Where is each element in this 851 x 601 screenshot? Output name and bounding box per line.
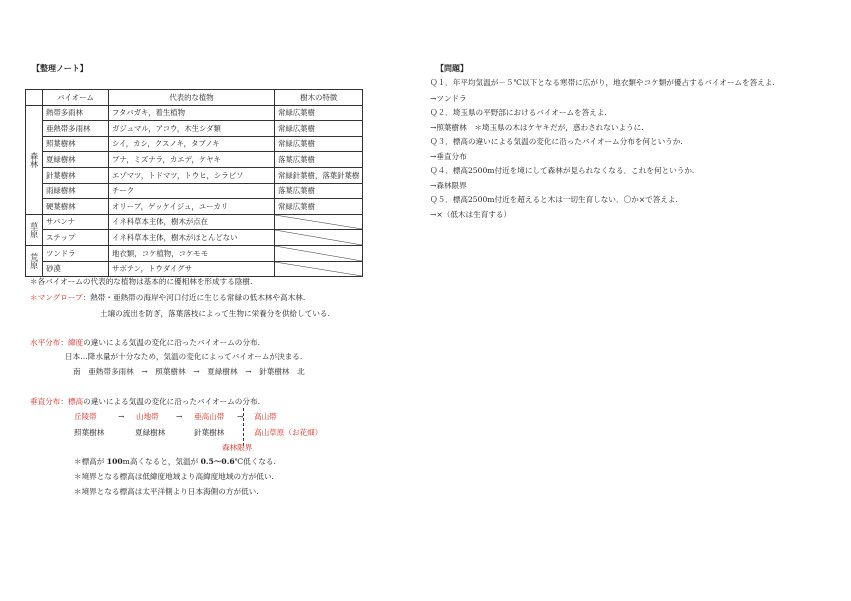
question-5: Ｑ５．標高2500m付近を超えると木は一切生育しない．〇か×で答えよ. — [430, 195, 678, 204]
biome-plants: イネ科草本主体，樹木がほとんどない — [109, 230, 275, 246]
note-mangrove — [30, 293, 305, 302]
vertical-definition — [30, 397, 260, 406]
horizontal-key: 緯度 — [67, 338, 84, 347]
biome-feature-empty — [275, 230, 363, 246]
horizontal-def-text: の違いによる気温の変化に沿ったバイオームの分布. — [83, 338, 260, 347]
colon: ： — [60, 397, 68, 406]
header-biome: バイオーム — [43, 90, 109, 106]
mangrove-text: ：熱帯・亜熱帯の海岸や河口付近に生じる常緑の低木林や高木林. — [82, 293, 306, 302]
header-plants: 代表的な植物 — [109, 90, 275, 106]
horizontal-label: 水平分布 — [30, 338, 61, 347]
note-text: ℃低くなる. — [234, 457, 276, 466]
biome-feature: 常緑広葉樹 — [275, 121, 363, 137]
arrow-icon: → — [237, 412, 244, 421]
biome-feature: 常緑針葉樹，落葉針葉樹 — [275, 167, 363, 183]
group-label-wasteland: 荒原 — [26, 245, 43, 276]
vertical-def-text: の違いによる気温の変化に沿ったバイオームの分布. — [83, 397, 260, 406]
biome-table — [25, 89, 363, 277]
biome-feature: 落葉広葉樹 — [275, 152, 363, 168]
biome-plants: オリーブ，ゲッケイジュ，ユーカリ — [109, 199, 275, 215]
biome-name: 雨緑樹林 — [43, 183, 109, 199]
note-text: ＊標高が — [74, 457, 107, 466]
arrow-icon: → — [176, 412, 183, 421]
note-value: 0.5～0.6 — [200, 457, 235, 466]
horizontal-sequence: 南 亜熱帯多雨林 → 照葉樹林 → 夏緑樹林 → 針葉樹林 北 — [73, 367, 305, 376]
biome-name: ツンドラ — [43, 245, 109, 261]
forest-hill: 照葉樹林 — [74, 428, 105, 437]
vertical-note-2: ＊境界となる標高は低緯度地域より高緯度地域の方が低い. — [74, 472, 274, 481]
biome-name: サバンナ — [43, 214, 109, 230]
question-1: Ｑ１．年平均気温が－５℃以下となる寒帯に広がり，地衣類やコケ類が優占するバイオームを答えよ. — [430, 78, 775, 87]
question-4: Ｑ４．標高2500m付近を境にして森林が見られなくなる．これを何というか. — [430, 166, 695, 175]
biome-feature: 常緑広葉樹 — [275, 199, 363, 215]
answer-2: →照葉樹林 ＊埼玉県の木はケヤキだが，惑わされないように. — [430, 123, 644, 132]
table-row — [26, 121, 363, 137]
group-label-forest: 森林 — [26, 105, 43, 214]
biome-name: 夏緑樹林 — [43, 152, 109, 168]
biome-plants: フタバガキ，着生植物 — [109, 105, 275, 121]
vertical-key: 標高 — [67, 397, 84, 406]
biome-name: 砂漠 — [43, 261, 109, 277]
biome-feature-empty — [275, 214, 363, 230]
group-label-grassland: 草原 — [26, 214, 43, 245]
arrow-icon: → — [118, 412, 125, 421]
table-row — [26, 230, 363, 246]
biome-plants: イネ科草本主体，樹木が点在 — [109, 214, 275, 230]
answer-3: →垂直分布 — [430, 152, 467, 161]
colon: ： — [60, 338, 68, 347]
header-feature: 樹木の特徴 — [275, 90, 363, 106]
biome-feature: 常緑広葉樹 — [275, 105, 363, 121]
note-title: 【整理ノート】 — [32, 63, 88, 73]
questions-title: 【問題】 — [436, 63, 468, 73]
answer-1: →ツンドラ — [430, 94, 467, 103]
zone-subalpine: 亜高山帯 — [194, 412, 225, 421]
mangrove-text-2: 土壌の流出を防ぎ，落葉落枝によって生物に栄養分を供給している. — [100, 309, 330, 318]
biome-feature-empty — [275, 261, 363, 277]
table-row — [26, 214, 363, 230]
biome-plants: 地衣類，コケ植物，コケモモ — [109, 245, 275, 261]
table-row — [26, 105, 363, 121]
vertical-note-3: ＊境界となる標高は太平洋側より日本海側の方が低い. — [74, 487, 259, 496]
table-row — [26, 167, 363, 183]
answer-4: →森林限界 — [430, 181, 467, 190]
vertical-note-1 — [74, 457, 276, 466]
note-value: 100 — [106, 457, 123, 466]
question-3: Ｑ３．標高の違いによる気温の変化に沿ったバイオーム分布を何というか. — [430, 137, 683, 146]
biome-name: 硬葉樹林 — [43, 199, 109, 215]
mangrove-label: ＊マングローブ — [30, 293, 83, 302]
biome-name: 亜熱帯多雨林 — [43, 121, 109, 137]
zone-alpine: 高山帯 — [254, 412, 277, 421]
question-2: Ｑ２．埼玉県の平野部におけるバイオームを答えよ. — [430, 108, 607, 117]
biome-name: 針葉樹林 — [43, 167, 109, 183]
biome-name: ステップ — [43, 230, 109, 246]
table-corner — [26, 90, 43, 106]
vertical-label: 垂直分布 — [30, 397, 61, 406]
biome-plants: チーク — [109, 183, 275, 199]
biome-plants: サボテン，トウダイグサ — [109, 261, 275, 277]
biome-feature-empty — [275, 245, 363, 261]
biome-plants: ブナ，ミズナラ，カエデ，ケヤキ — [109, 152, 275, 168]
table-row — [26, 199, 363, 215]
note-text: m高くなると，気温が — [122, 457, 201, 466]
table-header-row — [26, 90, 363, 106]
table-row — [26, 183, 363, 199]
zone-hill: 丘陵帯 — [74, 412, 97, 421]
biome-plants: ガジュマル，アコウ，木生シダ類 — [109, 121, 275, 137]
biome-feature: 常緑広葉樹 — [275, 136, 363, 152]
horizontal-japan-note: 日本…降水量が十分なため，気温の変化によってバイオームが決まる. — [65, 352, 303, 361]
biome-feature: 落葉広葉樹 — [275, 183, 363, 199]
biome-name: 熱帯多雨林 — [43, 105, 109, 121]
forest-montane: 夏緑樹林 — [135, 428, 166, 437]
forest-limit-divider — [243, 408, 244, 446]
biome-plants: シイ，カシ，クスノキ，タブノキ — [109, 136, 275, 152]
table-row — [26, 261, 363, 277]
table-row — [26, 136, 363, 152]
table-row — [26, 245, 363, 261]
table-row — [26, 152, 363, 168]
forest-limit-label: 森林限界 — [222, 443, 253, 452]
horizontal-definition — [30, 338, 260, 347]
forest-subalpine: 針葉樹林 — [194, 428, 225, 437]
biome-plants: エゾマツ，トドマツ，トウヒ，シラビソ — [109, 167, 275, 183]
answer-5: →×（低木は生育する） — [430, 210, 512, 219]
note-climax: ＊各バイオームの代表的な植物は基本的に優相林を形成する陰樹. — [30, 277, 253, 286]
forest-alpine: 高山草原（お花畑） — [254, 428, 323, 437]
zone-montane: 山地帯 — [136, 412, 159, 421]
biome-name: 照葉樹林 — [43, 136, 109, 152]
